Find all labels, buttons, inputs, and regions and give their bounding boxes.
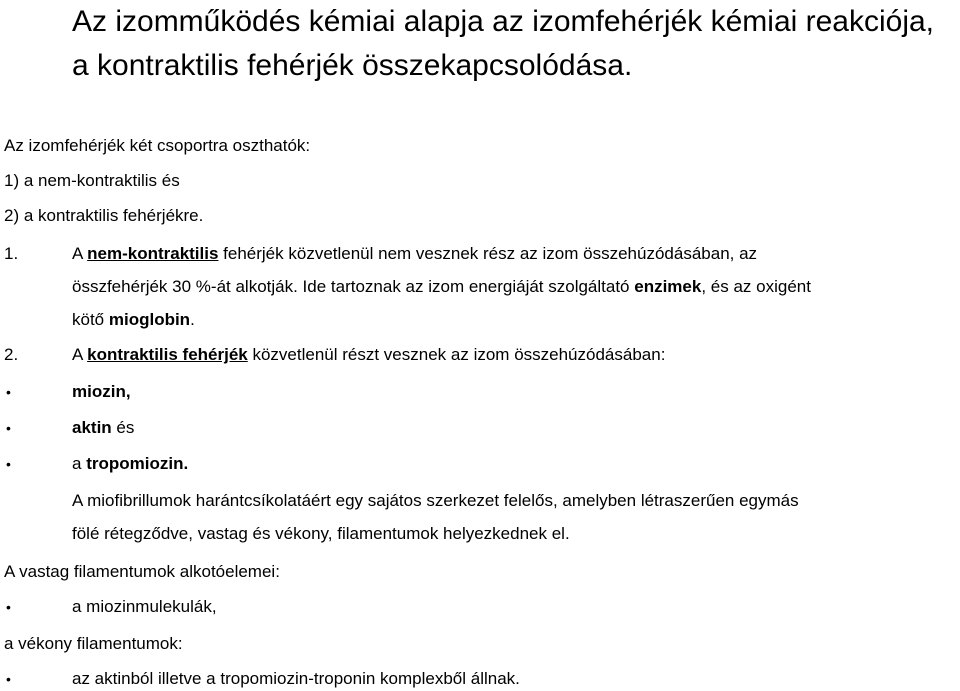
item1-prefix: A: [72, 244, 88, 263]
thin-heading: a vékony filamentumok:: [4, 634, 183, 653]
bullet-icon: •: [6, 456, 11, 472]
item1-term: nem-kontraktilis: [87, 244, 219, 263]
item2-text: közvetlenül részt vesznek az izom összehúzódásában:: [247, 345, 666, 364]
bullet-aktin-rest: és: [111, 418, 135, 437]
item2-term: kontraktilis fehérjék: [87, 345, 248, 364]
bullet-tropomiozin: tropomiozin.: [86, 454, 189, 473]
item1-text-d: kötő: [72, 310, 109, 329]
item1-line-2: [72, 276, 811, 298]
bullet-icon: •: [6, 384, 11, 400]
intro-line-1: Az izomfehérjék két csoportra oszthatók:: [4, 136, 311, 155]
item1-text-b: összfehérjék 30 %-át alkotják. Ide tartoznak az izom energiáját szolgáltató: [72, 277, 635, 296]
item1-text-c: , és az oxigént: [701, 277, 811, 296]
bullet-icon: •: [6, 420, 11, 436]
bullet-miozin: miozin,: [72, 382, 131, 401]
item1-mioglobin: mioglobin: [108, 310, 191, 329]
thick-bullet: a miozinmulekulák,: [72, 597, 217, 616]
intro-line-2: 1) a nem-kontraktilis és: [4, 171, 180, 190]
page-title: Az izomműködés kémiai alapja az izomfehérjék kémiai reakciója, a kontraktilis fehérjék összekapcsolódása.: [72, 5, 935, 82]
para-line-1: A miofibrillumok harántcsíkolatáért egy sajátos szerkezet felelős, amelyben létraszerűen egymás: [72, 491, 799, 510]
item1-number: 1.: [4, 244, 19, 263]
intro-line-3: 2) a kontraktilis fehérjékre.: [4, 206, 204, 225]
item1-text-e: .: [190, 310, 195, 329]
thick-heading: A vastag filamentumok alkotóelemei:: [4, 562, 280, 581]
item2-prefix: A: [72, 345, 88, 364]
item1-text-a: fehérjék közvetlenül nem vesznek rész az izom összehúzódásában, az: [218, 244, 758, 263]
thin-bullet: az aktinból illetve a tropomiozin-troponin komplexből állnak.: [72, 669, 520, 688]
para-line-2: fölé rétegződve, vastag és vékony, filamentumok helyezkednek el.: [72, 524, 570, 543]
item2-number: 2.: [4, 345, 19, 364]
bullet-tropo-pre: a: [72, 454, 87, 473]
bullet-aktin: aktin: [72, 418, 112, 437]
bullet-icon: •: [6, 671, 11, 687]
item1-line-3: [72, 309, 195, 331]
item1-enzimek: enzimek: [634, 277, 702, 296]
bullet-icon: •: [6, 599, 11, 615]
